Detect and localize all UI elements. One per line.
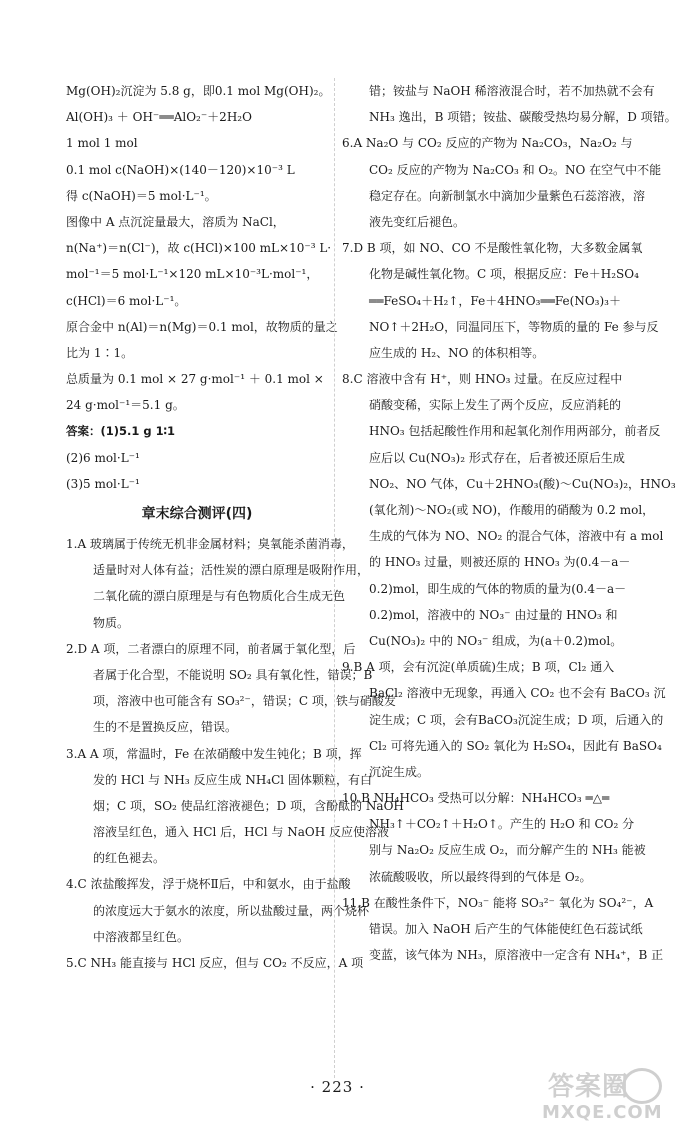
- answer-item-line: NO₂、NO 气体，Cu＋2HNO₃(酸)～Cu(NO₃)₂，HNO₃: [369, 476, 676, 491]
- answer-item-line: 浓硫酸吸收，所以最终得到的气体是 O₂。: [369, 869, 592, 884]
- text-line: 总质量为 0.1 mol × 27 g·mol⁻¹ ＋ 0.1 mol ×: [66, 372, 324, 387]
- answer-item-line: 5.C NH₃ 能直接与 HCl 反应，但与 CO₂ 不反应，A 项: [66, 956, 364, 970]
- text-line: n(Na⁺)＝n(Cl⁻)，故 c(HCl)×100 mL×10⁻³ L·: [66, 241, 332, 256]
- answer-line: 答案：(1)5.1 g 1∶1: [66, 424, 176, 439]
- answer-item-line: 7.D B 项，如 NO、CO 不是酸性氧化物，大多数金属氧: [342, 241, 643, 256]
- text-line: 1 mol 1 mol: [66, 136, 138, 151]
- answer-item-line: BaCl₂ 溶液中无现象，再通入 CO₂ 也不会有 BaCO₃ 沉: [369, 686, 666, 701]
- answer-item-line: 错；铵盐与 NaOH 稀溶液混合时，若不加热就不会有: [369, 84, 655, 98]
- answer-item-line: (氧化剂)～NO₂(或 NO)，作酸用的硝酸为 0.2 mol，: [369, 503, 655, 517]
- answer-item-line: 液先变红后褪色。: [369, 214, 466, 229]
- answer-item-line: 应后以 Cu(NO₃)₂ 形式存在，后者被还原后生成: [369, 450, 625, 465]
- answer-item-line: 项，溶液中也可能含有 SO₃²⁻，错误；C 项，铁与硝酸发: [93, 694, 396, 709]
- equation-line: NH₃↑＋CO₂↑＋H₂O↑。产生的 H₂O 和 CO₂ 分: [369, 817, 635, 832]
- text-line: c(HCl)＝6 mol·L⁻¹。: [66, 293, 187, 308]
- watermark-text: 答案圈: [548, 1072, 630, 1102]
- text-line: 原合金中 n(Al)＝n(Mg)＝0.1 mol，故物质的量之: [66, 319, 338, 334]
- answer-item-line: 应生成的 H₂、NO 的体积相等。: [369, 345, 545, 360]
- watermark-url: MXQE.COM: [542, 1102, 663, 1123]
- answer-item-line: 6.A Na₂O 与 CO₂ 反应的产物为 Na₂CO₃，Na₂O₂ 与: [342, 136, 633, 151]
- text-line: 24 g·mol⁻¹＝5.1 g。: [66, 398, 185, 413]
- answer-item-line: 的 HNO₃ 过量，则被还原的 HNO₃ 为(0.4－a－: [369, 555, 631, 570]
- answer-item-line: CO₂ 反应的产物为 Na₂CO₃ 和 O₂。NO 在空气中不能: [369, 162, 662, 177]
- answer-item-line: 发的 HCl 与 NH₃ 反应生成 NH₄Cl 固体颗粒，有白: [93, 772, 372, 787]
- answer-item-line: Cu(NO₃)₂ 中的 NO₃⁻ 组成，为(a＋0.2)mol。: [369, 633, 623, 648]
- text-line: (2)6 mol·L⁻¹: [66, 450, 140, 465]
- text-line: mol⁻¹＝5 mol·L⁻¹×120 mL×10⁻³L·mol⁻¹，: [66, 267, 319, 282]
- text-line: 得 c(NaOH)＝5 mol·L⁻¹。: [66, 188, 217, 203]
- text-line: 0.1 mol c(NaOH)×(140－120)×10⁻³ L: [66, 162, 295, 177]
- section-title: 章末综合测评(四): [141, 506, 253, 522]
- page-number: · 223 ·: [310, 1078, 365, 1096]
- text-line: Mg(OH)₂沉淀为 5.8 g，即0.1 mol Mg(OH)₂。: [66, 84, 331, 98]
- answer-item-line: 2.D A 项，二者漂白的原理不同，前者属于氧化型，后: [66, 641, 356, 656]
- answer-item-line: 3.A A 项，常温时，Fe 在浓硝酸中发生钝化；B 项，挥: [66, 746, 362, 761]
- answer-item-line: 9.B A 项，会有沉淀(单质硫)生成；B 项，Cl₂ 通入: [342, 660, 615, 675]
- answer-item-line: 烟；C 项，SO₂ 使品红溶液褪色；D 项，含酚酞的 NaOH: [93, 798, 404, 813]
- equation-line: Al(OH)₃ ＋ OH⁻══AlO₂⁻＋2H₂O: [66, 110, 252, 125]
- answer-item-line: 沉淀生成。: [369, 764, 430, 779]
- answer-item-line: 错误。加入 NaOH 后产生的气体能使红色石蕊试纸: [369, 922, 643, 936]
- answer-item-line: 4.C 浓盐酸挥发，浮于烧杯Ⅱ后，中和氨水，由于盐酸: [66, 877, 351, 892]
- answer-item-line: 者属于化合型，不能说明 SO₂ 具有氧化性，错误；B: [93, 667, 373, 682]
- text-line: 比为 1∶1。: [66, 345, 134, 360]
- watermark-logo: [540, 1066, 666, 1122]
- text-line: 图像中 A 点沉淀量最大，溶质为 NaCl，: [66, 214, 285, 229]
- answer-item-line: 1.A 玻璃属于传统无机非金属材料；臭氧能杀菌消毒，: [66, 537, 354, 551]
- answer-item-line: 别与 Na₂O₂ 反应生成 O₂，而分解产生的 NH₃ 能被: [369, 843, 646, 858]
- equation-line: ══FeSO₄＋H₂↑，Fe＋4HNO₃══Fe(NO₃)₃＋: [369, 293, 621, 308]
- answer-item-line: 生成的气体为 NO、NO₂ 的混合气体，溶液中有 a mol: [369, 529, 664, 544]
- answer-item-line: 变蓝，该气体为 NH₃，原溶液中一定含有 NH₄⁺，B 正: [369, 948, 664, 963]
- column-divider: [334, 78, 335, 1078]
- answer-item-line: 10.B NH₄HCO₃ 受热可以分解：NH₄HCO₃ ═△═: [342, 791, 610, 806]
- answer-item-line: 的浓度远大于氨水的浓度，所以盐酸过量，两个烧杯: [93, 903, 370, 918]
- answer-item-line: 生的不是置换反应，错误。: [93, 720, 238, 735]
- answer-item-line: 0.2)mol，即生成的气体的物质的量为(0.4－a－: [369, 581, 627, 596]
- answer-item-line: 中溶液都呈红色。: [93, 929, 190, 944]
- watermark-circle-icon: [622, 1068, 662, 1104]
- right-column: [342, 78, 677, 968]
- answer-item-line: 8.C 溶液中含有 H⁺，则 HNO₃ 过量。在反应过程中: [342, 372, 623, 387]
- answer-item-line: 物质。: [93, 615, 130, 630]
- answer-item-line: 的红色褪去。: [93, 851, 166, 866]
- answer-item-line: NO↑＋2H₂O，同温同压下，等物质的量的 Fe 参与反: [369, 319, 659, 334]
- answer-item-line: 0.2)mol，溶液中的 NO₃⁻ 由过量的 HNO₃ 和: [369, 607, 618, 622]
- answer-item-line: Cl₂ 可将先通入的 SO₂ 氧化为 H₂SO₄，因此有 BaSO₄: [369, 738, 662, 753]
- answer-item-line: 化物是碱性氧化物。C 项，根据反应：Fe＋H₂SO₄: [369, 267, 639, 282]
- text-line: (3)5 mol·L⁻¹: [66, 476, 140, 491]
- answer-item-line: 淀生成；C 项，会有BaCO₃沉淀生成；D 项，后通入的: [369, 712, 664, 727]
- answer-item-line: 11.B 在酸性条件下，NO₃⁻ 能将 SO₃²⁻ 氧化为 SO₄²⁻，A: [342, 895, 654, 910]
- answer-item-line: 二氧化硫的漂白原理是与有色物质化合生成无色: [93, 589, 346, 604]
- answer-item-line: 适量时对人体有益；活性炭的漂白原理是吸附作用，: [93, 563, 370, 578]
- answer-item-line: 稳定存在。向新制氯水中滴加少量紫色石蕊溶液，溶: [369, 188, 646, 203]
- answer-item-line: HNO₃ 包括起酸性作用和起氧化剂作用两部分，前者反: [369, 424, 661, 439]
- answer-item-line: 硝酸变稀，实际上发生了两个反应，反应消耗的: [369, 398, 622, 413]
- answer-item-line: NH₃ 逸出，B 项错；铵盐、碳酸受热均易分解，D 项错。: [369, 110, 677, 125]
- answer-item-line: 溶液呈红色，通入 HCl 后，HCl 与 NaOH 反应使溶液: [93, 825, 389, 840]
